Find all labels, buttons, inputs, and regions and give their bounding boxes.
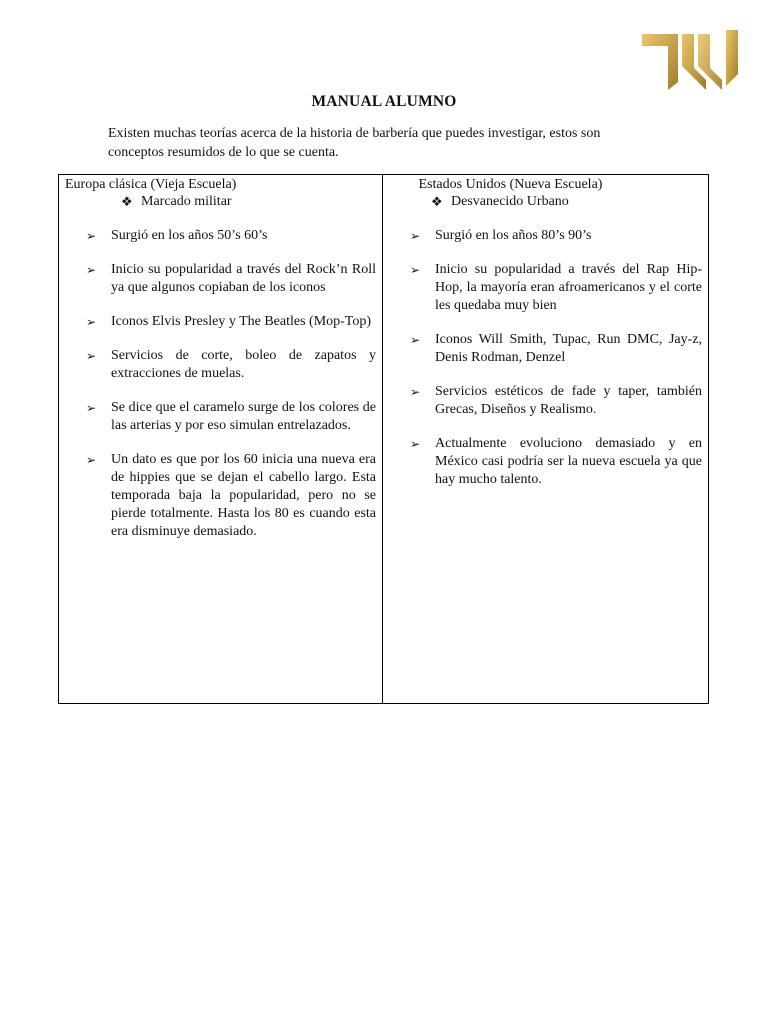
arrow-bullet-icon: ➢ <box>410 263 421 277</box>
column-europa <box>59 175 383 703</box>
arrow-bullet-icon: ➢ <box>86 263 97 277</box>
diamond-bullet-icon: ❖ <box>121 194 133 209</box>
list-item <box>86 227 376 245</box>
list-item-text: Inicio su popularidad a través del Rock’n Roll ya que algunos copiaban de los iconos <box>111 262 376 295</box>
arrow-bullet-icon: ➢ <box>410 229 421 243</box>
intro-line-1: Existen muchas teorías acerca de la historia de barbería que puedes investigar, estos son <box>108 126 601 141</box>
list-item-text: Iconos Elvis Presley y The Beatles (Mop-Top) <box>111 314 372 329</box>
intro-line-2: conceptos resumidos de lo que se cuenta. <box>108 145 339 160</box>
list-item <box>86 261 376 297</box>
arrow-bullet-icon: ➢ <box>86 315 97 329</box>
gold-monogram-logo-icon <box>638 24 748 90</box>
subheading-text: Marcado militar <box>141 194 232 209</box>
arrow-bullet-icon: ➢ <box>410 333 421 347</box>
column-subheading <box>383 193 708 210</box>
column-estados-unidos <box>383 175 708 703</box>
list-item <box>410 435 702 489</box>
list-item-text: Iconos Will Smith, Tupac, Run DMC, Jay-z, Denis Rodman, Denzel <box>435 332 702 365</box>
list-item-text: Inicio su popularidad a través del Rap Hip-Hop, la mayoría eran afroamericanos y el corte les quedaba muy bien <box>435 262 702 313</box>
list-item <box>410 227 702 245</box>
arrow-bullet-icon: ➢ <box>86 229 97 243</box>
list-item <box>410 383 702 419</box>
comparison-table <box>58 174 709 704</box>
list-item <box>86 451 376 541</box>
arrow-bullet-icon: ➢ <box>86 349 97 363</box>
list-item <box>410 331 702 367</box>
arrow-bullet-icon: ➢ <box>86 401 97 415</box>
arrow-bullet-icon: ➢ <box>410 437 421 451</box>
list-item <box>86 347 376 383</box>
item-list <box>383 227 708 489</box>
arrow-bullet-icon: ➢ <box>410 385 421 399</box>
column-heading: Europa clásica (Vieja Escuela) <box>65 177 237 192</box>
subheading-text: Desvanecido Urbano <box>451 194 569 209</box>
column-heading: Estados Unidos (Nueva Escuela) <box>418 177 603 192</box>
column-subheading <box>59 193 382 210</box>
page-title: MANUAL ALUMNO <box>311 93 457 110</box>
list-item-text: Servicios de corte, boleo de zapatos y extracciones de muelas. <box>111 348 376 381</box>
list-item <box>86 399 376 435</box>
diamond-bullet-icon: ❖ <box>431 194 443 209</box>
list-item <box>410 261 702 315</box>
list-item-text: Surgió en los años 50’s 60’s <box>111 228 268 243</box>
list-item-text: Actualmente evoluciono demasiado y en México casi podría ser la nueva escuela ya que hay mucho talento. <box>435 436 702 487</box>
item-list <box>59 227 382 541</box>
list-item-text: Servicios estéticos de fade y taper, también Grecas, Diseños y Realismo. <box>435 384 702 417</box>
intro-paragraph <box>108 124 668 162</box>
list-item-text: Surgió en los años 80’s 90’s <box>435 228 592 243</box>
list-item-text: Se dice que el caramelo surge de los colores de las arterias y por eso simulan entrelazados. <box>111 400 376 433</box>
list-item <box>86 313 376 331</box>
arrow-bullet-icon: ➢ <box>86 453 97 467</box>
list-item-text: Un dato es que por los 60 inicia una nueva era de hippies que se dejan el cabello largo. Esta temporada baja la popularidad, pero no se pierde totalmente. Hasta los 80 es cuando esta era disminuye demasiado. <box>111 452 376 539</box>
